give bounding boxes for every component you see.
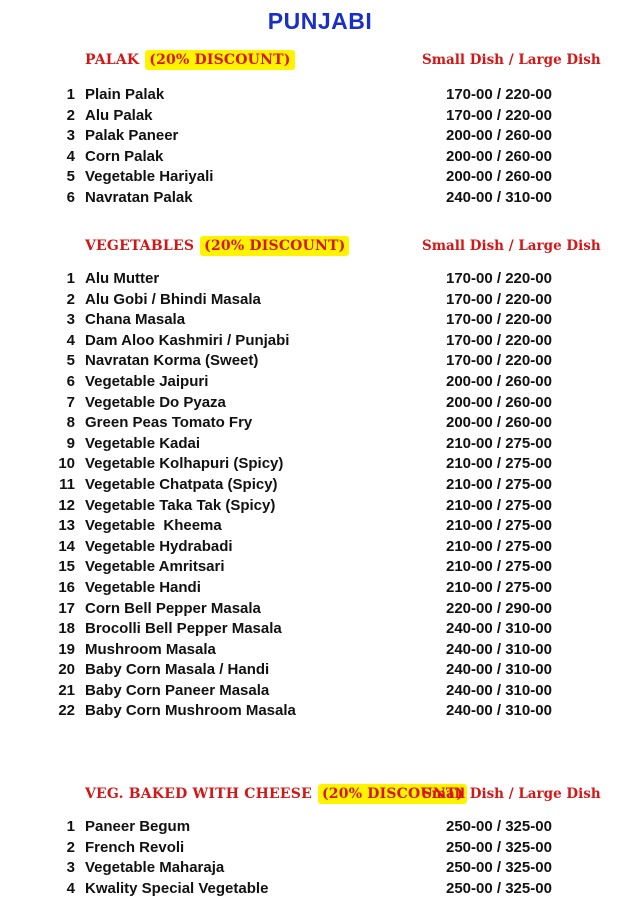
item-price: 200-00 / 260-00 — [446, 393, 552, 411]
item-number: 13 — [58, 517, 75, 535]
item-name: Vegetable Chatpata (Spicy) — [85, 475, 278, 493]
item-number: 10 — [58, 455, 75, 473]
menu-item — [0, 517, 640, 538]
item-number: 12 — [58, 496, 75, 514]
menu-item — [0, 394, 640, 415]
item-name: Kwality Special Vegetable — [85, 879, 269, 897]
discount-badge: (20% DISCOUNT) — [200, 236, 349, 256]
item-price: 240-00 / 310-00 — [446, 188, 552, 206]
item-price: 250-00 / 325-00 — [446, 838, 552, 856]
item-price: 240-00 / 310-00 — [446, 702, 552, 720]
menu-item — [0, 682, 640, 703]
item-name: Green Peas Tomato Fry — [85, 414, 253, 432]
item-number: 1 — [66, 818, 75, 835]
item-number: 18 — [58, 620, 75, 638]
menu-item — [0, 86, 640, 107]
menu-item — [0, 641, 640, 662]
item-price: 220-00 / 290-00 — [446, 599, 552, 617]
item-number: 19 — [58, 640, 75, 658]
item-name: Navratan Palak — [85, 188, 193, 206]
item-name: Vegetable Hariyali — [85, 168, 214, 186]
item-number: 21 — [58, 681, 75, 699]
item-number: 7 — [66, 393, 75, 411]
item-name: Baby Corn Paneer Masala — [85, 681, 270, 699]
item-name: Chana Masala — [85, 311, 186, 329]
discount-badge: (20% DISCOUNT) — [318, 784, 467, 804]
item-price: 240-00 / 310-00 — [446, 681, 552, 699]
item-number: 20 — [58, 661, 75, 679]
item-price: 170-00 / 220-00 — [446, 331, 552, 349]
menu-item — [0, 558, 640, 579]
item-name: Plain Palak — [85, 86, 165, 103]
menu-item — [0, 127, 640, 148]
menu-item — [0, 880, 640, 901]
item-number: 5 — [66, 168, 75, 186]
item-price: 210-00 / 275-00 — [446, 537, 552, 555]
item-price: 240-00 / 310-00 — [446, 661, 552, 679]
menu-item — [0, 352, 640, 373]
item-name: Vegetable Maharaja — [85, 859, 225, 877]
item-price: 210-00 / 275-00 — [446, 455, 552, 473]
item-number: 14 — [58, 537, 75, 555]
item-price: 250-00 / 325-00 — [446, 879, 552, 897]
section-header — [0, 236, 640, 262]
item-number: 8 — [66, 414, 75, 432]
section-title: VEGETABLES (20% DISCOUNT) — [85, 238, 349, 254]
item-number: 4 — [66, 331, 75, 349]
section-header — [0, 50, 640, 76]
item-name: French Revoli — [85, 838, 185, 856]
menu-item — [0, 311, 640, 332]
item-name: Dam Aloo Kashmiri / Punjabi — [85, 331, 290, 349]
item-name: Alu Mutter — [85, 270, 160, 287]
item-number: 1 — [66, 86, 75, 103]
item-name: Navratan Korma (Sweet) — [85, 352, 259, 370]
menu-item — [0, 270, 640, 291]
item-name: Vegetable Hydrabadi — [85, 537, 233, 555]
menu-item — [0, 332, 640, 353]
size-header: Small Dish / Large Dish — [422, 238, 601, 254]
section-title: PALAK (20% DISCOUNT) — [85, 52, 295, 68]
item-number: 1 — [66, 270, 75, 287]
size-header: Small Dish / Large Dish — [422, 52, 601, 68]
item-price: 170-00 / 220-00 — [446, 106, 552, 124]
item-number: 4 — [66, 147, 75, 165]
menu-item — [0, 414, 640, 435]
item-name: Vegetable Kolhapuri (Spicy) — [85, 455, 284, 473]
item-name: Vegetable Taka Tak (Spicy) — [85, 496, 276, 514]
item-number: 16 — [58, 578, 75, 596]
menu-item — [0, 839, 640, 860]
menu-item — [0, 455, 640, 476]
item-name: Baby Corn Mushroom Masala — [85, 702, 296, 720]
item-price: 200-00 / 260-00 — [446, 168, 552, 186]
section-header — [0, 784, 640, 810]
item-price: 250-00 / 325-00 — [446, 818, 552, 835]
item-name: Baby Corn Masala / Handi — [85, 661, 270, 679]
menu-item — [0, 538, 640, 559]
menu-item — [0, 148, 640, 169]
item-number: 4 — [66, 879, 75, 897]
menu-item — [0, 818, 640, 839]
menu-item — [0, 497, 640, 518]
menu-item — [0, 579, 640, 600]
section-baked-with-cheese — [0, 784, 640, 900]
item-number: 5 — [66, 352, 75, 370]
discount-badge: (20% DISCOUNT) — [145, 50, 294, 70]
item-name: Vegetable Do Pyaza — [85, 393, 226, 411]
item-price: 210-00 / 275-00 — [446, 434, 552, 452]
item-name: Corn Bell Pepper Masala — [85, 599, 261, 617]
item-price: 200-00 / 260-00 — [446, 372, 552, 390]
menu-item — [0, 435, 640, 456]
item-price: 250-00 / 325-00 — [446, 859, 552, 877]
item-name: Alu Palak — [85, 106, 153, 124]
item-list — [0, 86, 640, 210]
menu-item — [0, 476, 640, 497]
item-name: Vegetable Kadai — [85, 434, 201, 452]
menu-item — [0, 189, 640, 210]
menu-item — [0, 620, 640, 641]
item-number: 17 — [58, 599, 75, 617]
section-vegetables — [0, 236, 640, 723]
item-name: Brocolli Bell Pepper Masala — [85, 620, 282, 638]
item-price: 170-00 / 220-00 — [446, 352, 552, 370]
section-title: VEG. BAKED WITH CHEESE (20% DISCOUNT) — [85, 786, 467, 802]
item-number: 11 — [59, 475, 75, 493]
item-number: 22 — [58, 702, 75, 720]
menu-item — [0, 600, 640, 621]
item-price: 200-00 / 260-00 — [446, 147, 552, 165]
item-number: 3 — [66, 859, 75, 877]
page-title: PUNJABI — [267, 8, 373, 34]
item-name: Alu Gobi / Bhindi Masala — [85, 290, 261, 308]
item-number: 15 — [58, 558, 75, 576]
menu-item — [0, 859, 640, 880]
item-name: Corn Palak — [85, 147, 164, 165]
item-number: 3 — [66, 127, 75, 145]
size-header: Small Dish / Large Dish — [422, 786, 601, 802]
item-list — [0, 818, 640, 900]
item-number: 9 — [66, 434, 75, 452]
section-palak — [0, 50, 640, 210]
item-price: 200-00 / 260-00 — [446, 127, 552, 145]
item-price: 170-00 / 220-00 — [446, 311, 552, 329]
item-price: 170-00 / 220-00 — [446, 86, 552, 103]
item-number: 2 — [66, 106, 75, 124]
menu-item — [0, 661, 640, 682]
item-name: Mushroom Masala — [85, 640, 216, 658]
menu-item — [0, 702, 640, 723]
item-price: 210-00 / 275-00 — [446, 496, 552, 514]
menu-item — [0, 168, 640, 189]
item-price: 210-00 / 275-00 — [446, 475, 552, 493]
item-price: 210-00 / 275-00 — [446, 578, 552, 596]
item-name: Vegetable Handi — [85, 578, 201, 596]
item-number: 2 — [66, 838, 75, 856]
menu-item — [0, 291, 640, 312]
item-price: 170-00 / 220-00 — [446, 290, 552, 308]
item-number: 2 — [66, 290, 75, 308]
item-price: 210-00 / 275-00 — [446, 558, 552, 576]
item-price: 200-00 / 260-00 — [446, 414, 552, 432]
item-name: Palak Paneer — [85, 127, 179, 145]
item-name: Paneer Begum — [85, 818, 191, 835]
item-price: 240-00 / 310-00 — [446, 620, 552, 638]
item-price: 170-00 / 220-00 — [446, 270, 552, 287]
menu-item — [0, 107, 640, 128]
item-number: 3 — [66, 311, 75, 329]
item-name: Vegetable Kheema — [85, 517, 222, 535]
item-price: 210-00 / 275-00 — [446, 517, 552, 535]
menu-item — [0, 373, 640, 394]
item-name: Vegetable Jaipuri — [85, 372, 209, 390]
item-number: 6 — [66, 372, 75, 390]
item-number: 6 — [66, 188, 75, 206]
item-name: Vegetable Amritsari — [85, 558, 225, 576]
item-price: 240-00 / 310-00 — [446, 640, 552, 658]
item-list — [0, 270, 640, 723]
